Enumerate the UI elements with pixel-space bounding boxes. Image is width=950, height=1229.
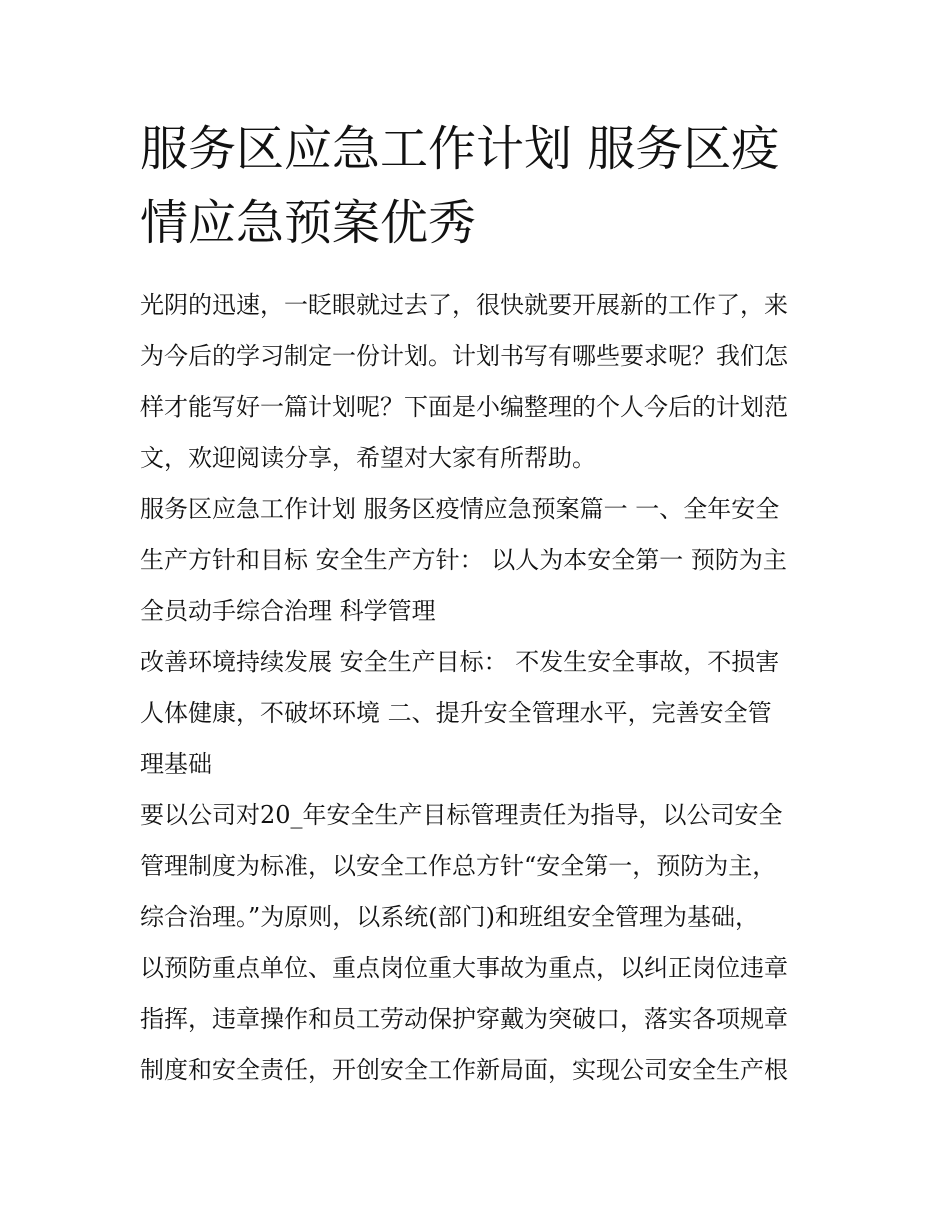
paragraph-section-one: [140, 484, 820, 637]
text-line: 指挥，违章操作和员工劳动保护穿戴为突破口，落实各项规章: [140, 1005, 788, 1033]
text-line: 要以公司对20_年安全生产目标管理责任为指导，以公司安全: [140, 801, 783, 829]
text-line: 理基础: [140, 750, 212, 778]
title-line-1: 服务区应急工作计划 服务区疫: [140, 121, 780, 177]
paragraph-management: [140, 790, 820, 1096]
text-line: 全员动手综合治理 科学管理: [140, 597, 436, 625]
text-line: 改善环境持续发展 安全生产目标： 不发生安全事故，不损害: [140, 648, 780, 676]
paragraph-intro: [140, 280, 820, 484]
text-line: 生产方针和目标 安全生产方针： 以人为本安全第一 预防为主: [140, 546, 787, 574]
text-line: 管理制度为标准，以安全工作总方针“安全第一，预防为主，: [140, 852, 777, 880]
text-line: 光阴的迅速，一眨眼就过去了，很快就要开展新的工作了，来: [140, 291, 788, 319]
text-line: 以预防重点单位、重点岗位重大事故为重点，以纠正岗位违章: [140, 954, 788, 982]
title-line-2: 情应急预案优秀: [140, 195, 477, 251]
text-line: 综合治理。”为原则，以系统(部门)和班组安全管理为基础，: [140, 903, 759, 931]
text-line: 样才能写好一篇计划呢？下面是小编整理的个人今后的计划范: [140, 393, 788, 421]
document-body: [140, 280, 820, 1096]
text-line: 服务区应急工作计划 服务区疫情应急预案篇一 一、全年安全: [140, 495, 780, 523]
text-line: 制度和安全责任，开创安全工作新局面，实现公司安全生产根: [140, 1056, 788, 1084]
text-line: 文，欢迎阅读分享，希望对大家有所帮助。: [140, 444, 596, 472]
text-line: 为今后的学习制定一份计划。计划书写有哪些要求呢？我们怎: [140, 342, 788, 370]
text-line: 人体健康，不破坏环境 二、提升安全管理水平，完善安全管: [140, 699, 772, 727]
document-page: [140, 112, 820, 1096]
paragraph-safety-goals: [140, 637, 820, 790]
document-title: [140, 112, 820, 260]
